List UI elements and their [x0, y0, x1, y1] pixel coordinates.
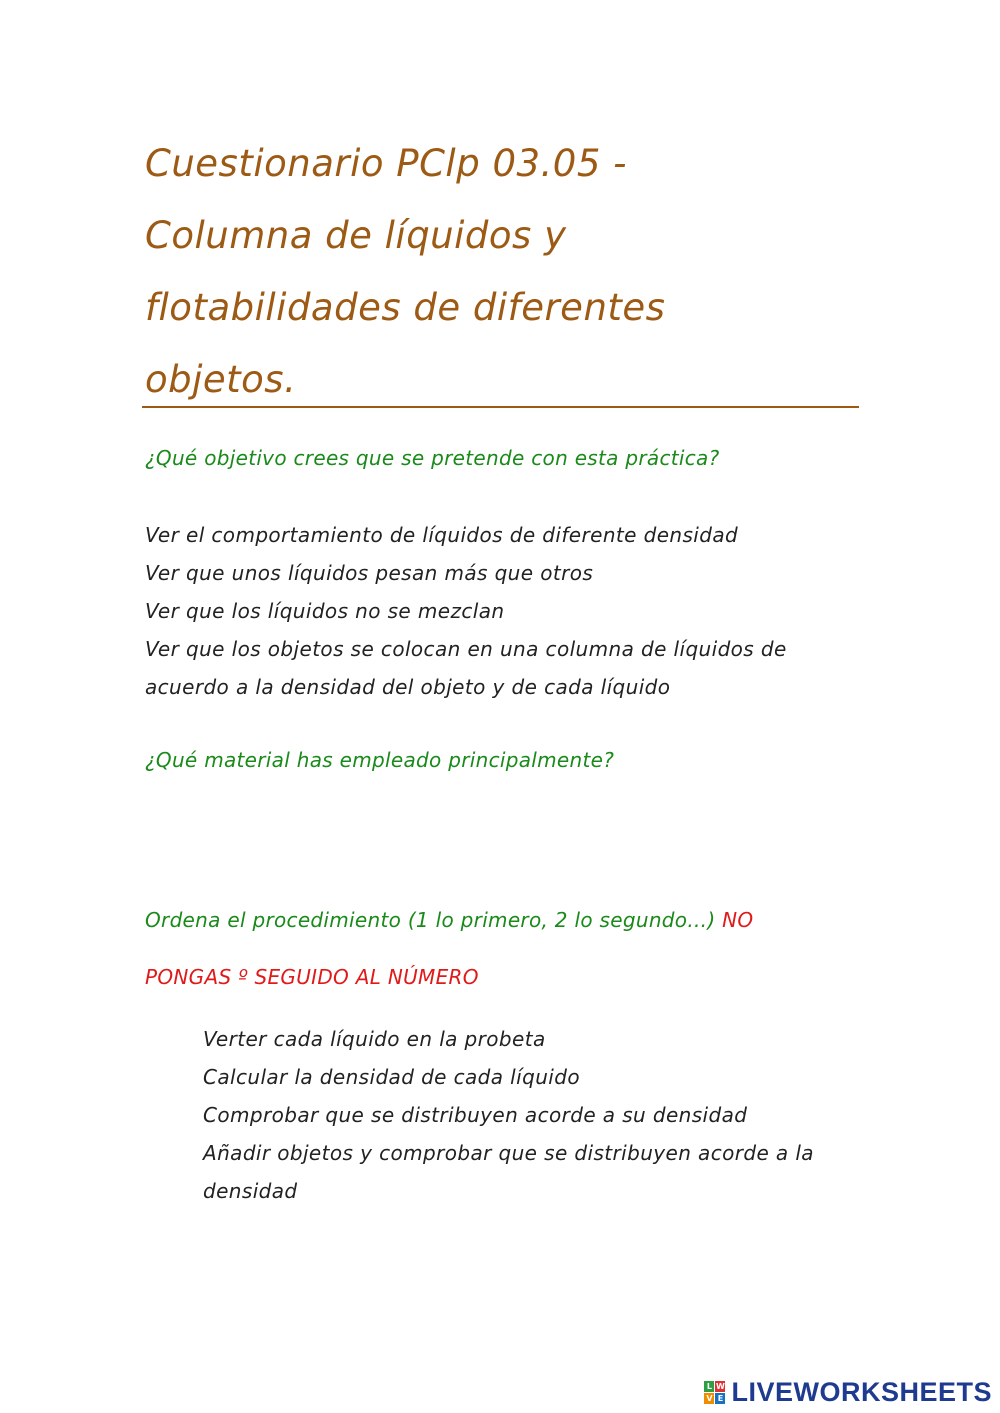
logo-square: L: [704, 1381, 714, 1392]
logo-square: W: [716, 1381, 725, 1391]
title-line-3: flotabilidades de diferentes: [145, 286, 666, 329]
procedure-step[interactable]: Calcular la densidad de cada líquido: [203, 1065, 580, 1089]
logo-square: E: [715, 1393, 725, 1404]
logo-square: V: [706, 1393, 713, 1403]
procedure-step[interactable]: Comprobar que se distribuyen acorde a su densidad: [203, 1103, 748, 1127]
option-item[interactable]: Ver que los objetos se colocan en una columna de líquidos de acuerdo a la densidad del objeto y de cada líquido: [145, 637, 787, 699]
liveworksheets-brand[interactable]: [704, 1377, 992, 1407]
question-procedure: [145, 892, 845, 1006]
liveworksheets-logo-icon: [704, 1381, 725, 1404]
title-divider: [142, 406, 859, 408]
worksheet-title: [145, 128, 865, 416]
question-material: ¿Qué material has empleado principalmente?: [145, 748, 615, 772]
option-item[interactable]: Ver que los líquidos no se mezclan: [145, 599, 505, 623]
procedure-warning: NO PONGAS º SEGUIDO AL NÚMERO: [145, 908, 754, 989]
brand-name: LIVEWORKSHEETS: [731, 1376, 992, 1407]
procedure-step[interactable]: Añadir objetos y comprobar que se distribuyen acorde a la densidad: [203, 1141, 814, 1203]
procedure-step[interactable]: Verter cada líquido en la probeta: [203, 1027, 546, 1051]
title-line-4: objetos.: [145, 358, 297, 401]
objective-options: [145, 516, 845, 706]
option-item[interactable]: Ver el comportamiento de líquidos de diferente densidad: [145, 523, 739, 547]
question-procedure-text: Ordena el procedimiento (1 lo primero, 2 lo segundo...): [145, 908, 716, 932]
question-objective: ¿Qué objetivo crees que se pretende con esta práctica?: [145, 446, 720, 470]
title-line-1: Cuestionario PClp 03.05 -: [145, 142, 627, 185]
option-item[interactable]: Ver que unos líquidos pesan más que otros: [145, 561, 594, 585]
title-line-2: Columna de líquidos y: [145, 214, 567, 257]
procedure-steps: [203, 1020, 863, 1210]
